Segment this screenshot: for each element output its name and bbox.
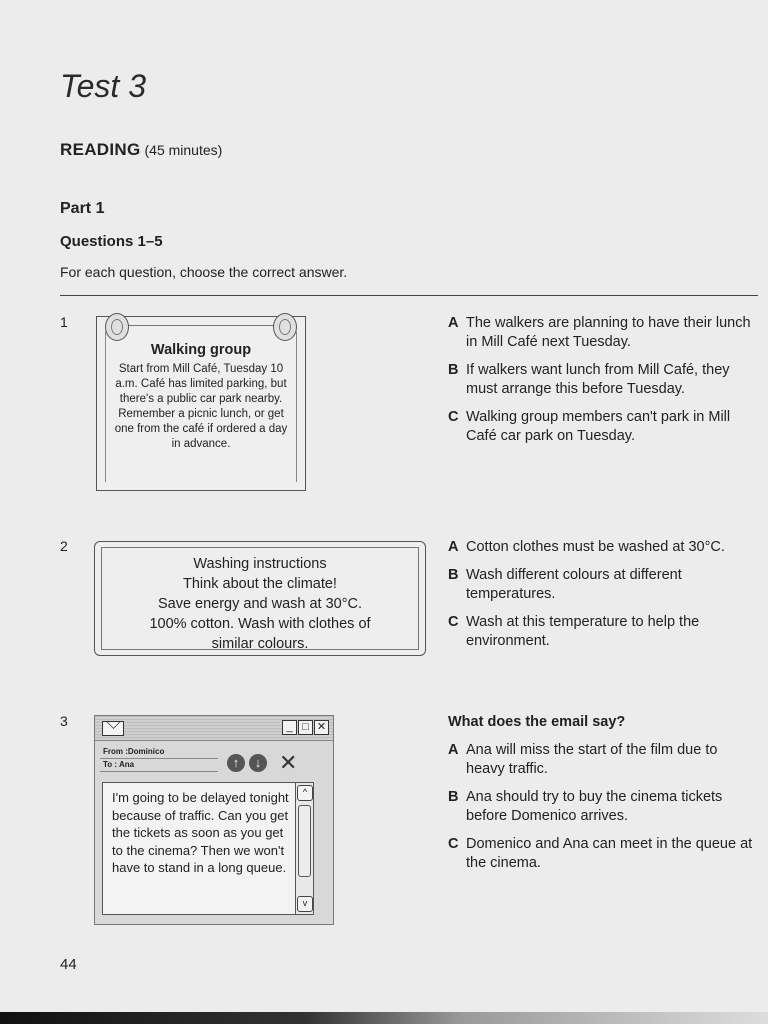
answer-options — [448, 538, 753, 660]
email-message — [102, 782, 314, 915]
email-window — [94, 715, 334, 925]
option-text: Ana should try to buy the cinema tickets before Domenico arrives. — [466, 789, 723, 824]
chevron-up-icon: ^ — [297, 785, 313, 801]
label-content — [101, 547, 419, 650]
close-icon: ✕ — [314, 720, 329, 735]
option-text: Cotton clothes must be washed at 30°C. — [466, 539, 725, 555]
scrollbar — [295, 783, 313, 914]
option-letter: A — [448, 742, 459, 758]
notice-top-edge — [117, 325, 285, 326]
option-text: The walkers are planning to have their lunch in Mill Café next Tuesday. — [466, 315, 751, 350]
arrow-up-icon: ↑ — [227, 754, 245, 772]
option-c[interactable] — [448, 835, 753, 873]
section-duration: (45 minutes) — [144, 142, 223, 158]
questions-heading: Questions 1–5 — [60, 233, 163, 250]
email-titlebar — [95, 716, 333, 741]
scroll-thumb — [298, 805, 311, 877]
question-number: 1 — [60, 314, 68, 330]
label-line: 100% cotton. Wash with clothes of — [149, 616, 371, 632]
label-line: Washing instructions — [193, 556, 327, 572]
option-letter: C — [448, 409, 459, 425]
option-c[interactable] — [448, 613, 753, 651]
maximize-icon: □ — [298, 720, 313, 735]
notice-washing-label — [94, 541, 426, 656]
label-line: Think about the climate! — [183, 576, 337, 592]
option-letter: A — [448, 539, 459, 555]
scan-edge — [0, 1012, 768, 1024]
option-text: If walkers want lunch from Mill Café, they must arrange this before Tuesday. — [466, 362, 730, 397]
option-letter: A — [448, 315, 459, 331]
option-b[interactable] — [448, 361, 753, 399]
question-stem: What does the email say? — [448, 714, 626, 730]
option-letter: B — [448, 789, 459, 805]
notice-content — [105, 331, 297, 482]
window-controls — [282, 720, 329, 735]
option-letter: B — [448, 567, 459, 583]
delete-x-icon: ✕ — [279, 750, 298, 775]
answer-options — [448, 713, 753, 882]
option-a[interactable] — [448, 538, 753, 557]
option-b[interactable] — [448, 566, 753, 604]
email-actions — [227, 750, 298, 775]
arrow-down-icon: ↓ — [249, 754, 267, 772]
divider — [60, 295, 758, 296]
label-line: Save energy and wash at 30°C. — [157, 596, 363, 612]
option-a[interactable] — [448, 741, 753, 779]
part-heading: Part 1 — [60, 200, 105, 217]
question-number: 3 — [60, 713, 68, 729]
label-line: similar colours. — [211, 636, 309, 652]
to-field — [100, 759, 218, 772]
page-number: 44 — [60, 956, 77, 973]
notice-body: Start from Mill Café, Tuesday 10 a.m. Café has limited parking, but there's a public car park nearby. Remember a picnic lunch, or get one from the café if ordered a day in advance. — [114, 363, 288, 450]
option-letter: B — [448, 362, 459, 378]
page-title: Test 3 — [60, 68, 146, 104]
notice-title: Walking group — [150, 342, 252, 358]
option-text: Domenico and Ana can meet in the queue at the cinema. — [466, 836, 753, 871]
option-b[interactable] — [448, 788, 753, 826]
from-field — [100, 746, 218, 759]
question-number: 2 — [60, 538, 68, 554]
option-letter: C — [448, 614, 459, 630]
section-title — [60, 140, 222, 160]
to-value: Ana — [119, 760, 135, 769]
option-text: Walking group members can't park in Mill Café car park on Tuesday. — [466, 409, 731, 444]
chevron-down-icon: v — [297, 896, 313, 912]
option-text: Ana will miss the start of the film due to heavy traffic. — [466, 742, 718, 777]
email-headers — [100, 746, 218, 772]
to-label: To : — [103, 760, 118, 769]
section-name: READING — [60, 140, 141, 159]
minimize-icon: _ — [282, 720, 297, 735]
answer-options — [448, 314, 753, 455]
option-letter: C — [448, 836, 459, 852]
envelope-icon — [102, 721, 124, 736]
from-value: Dominico — [127, 747, 165, 756]
notice-walking-group — [96, 316, 306, 491]
option-a[interactable] — [448, 314, 753, 352]
email-body: I'm going to be delayed tonight because of traffic. Can you get the tickets as soon as you get to the cinema? Then we won't have to stand in a long queue. — [112, 790, 289, 875]
option-c[interactable] — [448, 408, 753, 446]
instruction-text: For each question, choose the correct answer. — [60, 264, 348, 280]
from-label: From : — [103, 747, 128, 756]
option-text: Wash at this temperature to help the environment. — [466, 614, 700, 649]
option-text: Wash different colours at different temperatures. — [466, 567, 682, 602]
